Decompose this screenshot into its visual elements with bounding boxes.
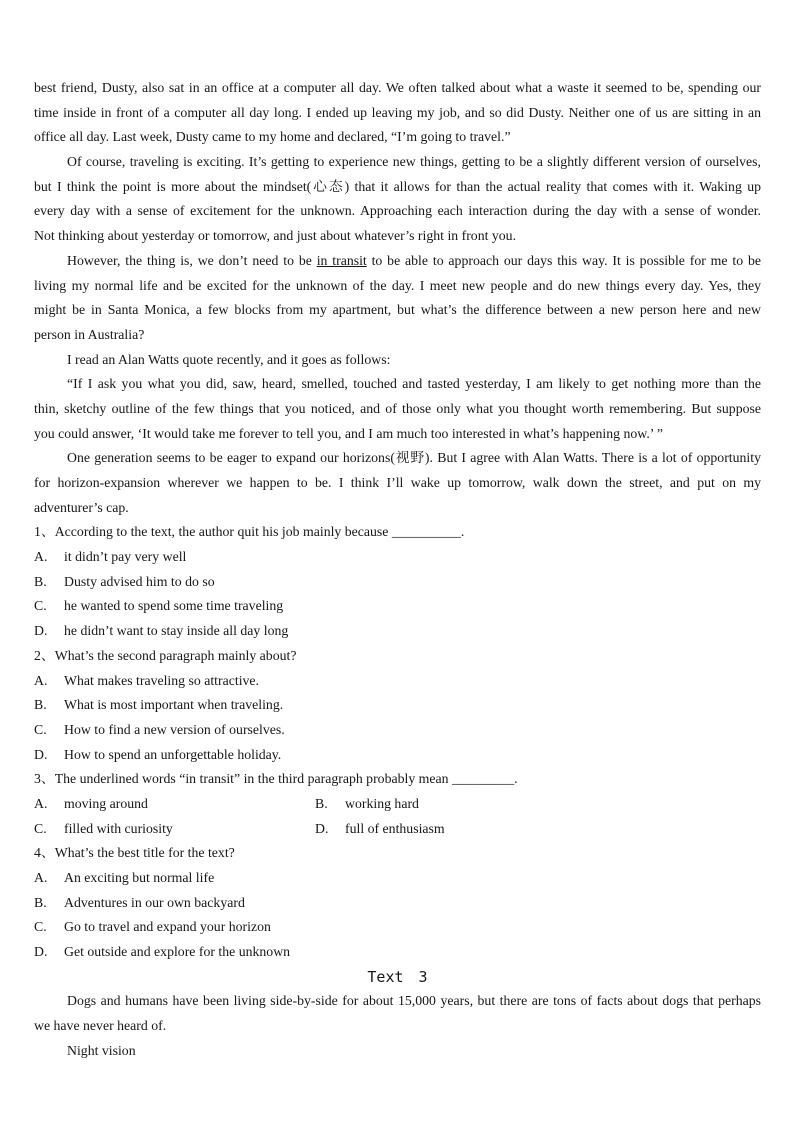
option-letter: B. [34,697,47,713]
text-line: person in Australia? [34,326,145,342]
option-a [34,545,761,570]
text-line: best friend, Dusty, also sat in an office at a computer all day. We often talked about what a waste it seemed to be, spending our [34,80,761,95]
option-c [34,817,315,842]
option-b [34,693,761,718]
question-3 [34,767,761,841]
text-line: might be in Santa Monica, a few blocks from my apartment, but what’s the difference between a new person here and new [34,302,761,318]
text-line: One generation seems to be eager to expand our horizons(视野). But I agree with Alan Watts. There is a lot of opportunity [67,450,761,466]
option-text: moving around [64,795,148,811]
text-line: we have never heard of. [34,1018,167,1034]
text-line: thin, sketchy outline of the few things that you noticed, and of those only what you thought worth remembering. But suppose [34,400,761,416]
article-paragraph-3 [34,249,761,348]
option-text: How to spend an unforgettable holiday. [64,746,282,762]
option-text: What is most important when traveling. [64,697,284,713]
option-text: full of enthusiasm [345,820,445,836]
option-b [34,891,761,916]
article-paragraph-4 [34,348,761,373]
option-d [34,619,761,644]
question-stem [34,841,761,866]
text-line: for horizon-expansion wherever we happen to be. I think I’ll wake up tomorrow, walk down the street, and put on my [34,475,761,490]
option-text: working hard [345,795,419,811]
text-line: but I think the point is more about the mindset(心态) that it allows for than the actual reality that comes with it. Waking up [34,178,761,194]
option-letter: A. [34,870,48,885]
option-text: it didn’t pay very well [64,549,187,565]
option-letter: C. [34,721,47,737]
option-letter: A. [34,795,48,811]
text-line: Dogs and humans have been living side-by-side for about 15,000 years, but there are tons of facts about dogs that perhaps [67,993,761,1009]
article-paragraph-6 [34,446,761,520]
section-heading: Text 3 [367,967,428,986]
question-stem [34,520,761,545]
question-stem-text: What’s the second paragraph mainly about? [54,647,297,663]
question-stem-text: According to the text, the author quit his job mainly because __________. [54,524,465,540]
text-line: office all day. Last week, Dusty came to my home and declared, “I’m going to travel.” [34,129,511,145]
option-text: he didn’t want to stay inside all day long [64,623,289,639]
text-line: Not thinking about yesterday or tomorrow, and just about whatever’s right in front you. [34,228,517,244]
option-text: An exciting but normal life [64,870,215,885]
option-row [34,792,761,817]
text3-intro-paragraph [34,989,761,1038]
option-c [34,594,761,619]
option-letter: B. [34,894,47,910]
option-letter: C. [34,820,47,836]
option-a [34,669,761,694]
text-line: However, the thing is, we don’t need to be in transit to be able to approach our days this way. It is possible for me to be [67,252,761,268]
option-letter: A. [34,549,48,565]
option-letter: D. [34,623,48,639]
text-line: time inside in front of a computer all day long. I ended up leaving my job, and so did Dusty. Neither one of us are sitting in an [34,104,761,120]
option-d [34,940,761,965]
option-letter: B. [34,573,47,589]
question-number: 1、 [34,524,55,540]
option-text: Adventures in our own backyard [64,894,245,910]
question-stem [34,767,761,792]
question-4 [34,841,761,964]
option-c [34,915,761,940]
question-stem-text: The underlined words “in transit” in the third paragraph probably mean _________. [54,771,518,787]
option-text: What makes traveling so attractive. [64,672,259,688]
option-b [315,792,419,817]
text-line: I read an Alan Watts quote recently, and it goes as follows: [67,351,391,367]
text3-subheading: Night vision [67,1042,136,1058]
question-number: 4、 [34,845,55,861]
text-line: adventurer’s cap. [34,499,129,515]
underlined-term: in transit [316,252,367,268]
text-line: “If I ask you what you did, saw, heard, smelled, touched and tasted yesterday, I am likely to get nothing more than the [67,376,761,392]
option-letter: D. [34,944,48,960]
text-line: every day with a sense of excitement for the unknown. Approaching each interaction during the day with a sense of wonder. [34,203,761,219]
article-paragraph-5 [34,372,761,446]
option-text: Get outside and explore for the unknown [64,944,291,960]
question-stem-text: What’s the best title for the text? [54,845,235,861]
option-letter: B. [315,795,328,811]
option-d [315,817,445,842]
option-letter: C. [34,598,47,614]
option-text: filled with curiosity [64,820,173,836]
article-paragraph-2 [34,150,761,249]
option-letter: C. [34,919,47,935]
question-1 [34,520,761,643]
option-a [34,792,315,817]
option-text: How to find a new version of ourselves. [64,721,285,737]
text-line: Of course, traveling is exciting. It’s getting to experience new things, getting to be a slightly different version of ourselves, [67,154,761,170]
question-number: 3、 [34,771,55,787]
option-b [34,570,761,595]
option-text: he wanted to spend some time traveling [64,598,284,614]
option-letter: D. [34,746,48,762]
text-line: you could answer, ‘It would take me forever to tell you, and I am much too interested in what’s happening now.’ ” [34,425,663,441]
question-2 [34,644,761,767]
option-letter: D. [315,820,329,836]
option-text: Go to travel and expand your horizon [64,919,271,935]
option-row [34,817,761,842]
option-a [34,866,761,891]
text-line: living my normal life and be excited for the unknown of the day. I meet new people and do new things every day. Yes, they [34,277,761,293]
option-text: Dusty advised him to do so [64,573,215,589]
article-paragraph-1 [34,76,761,150]
option-c [34,718,761,743]
question-number: 2、 [34,647,55,663]
question-stem [34,644,761,669]
option-letter: A. [34,672,48,688]
option-d [34,743,761,768]
